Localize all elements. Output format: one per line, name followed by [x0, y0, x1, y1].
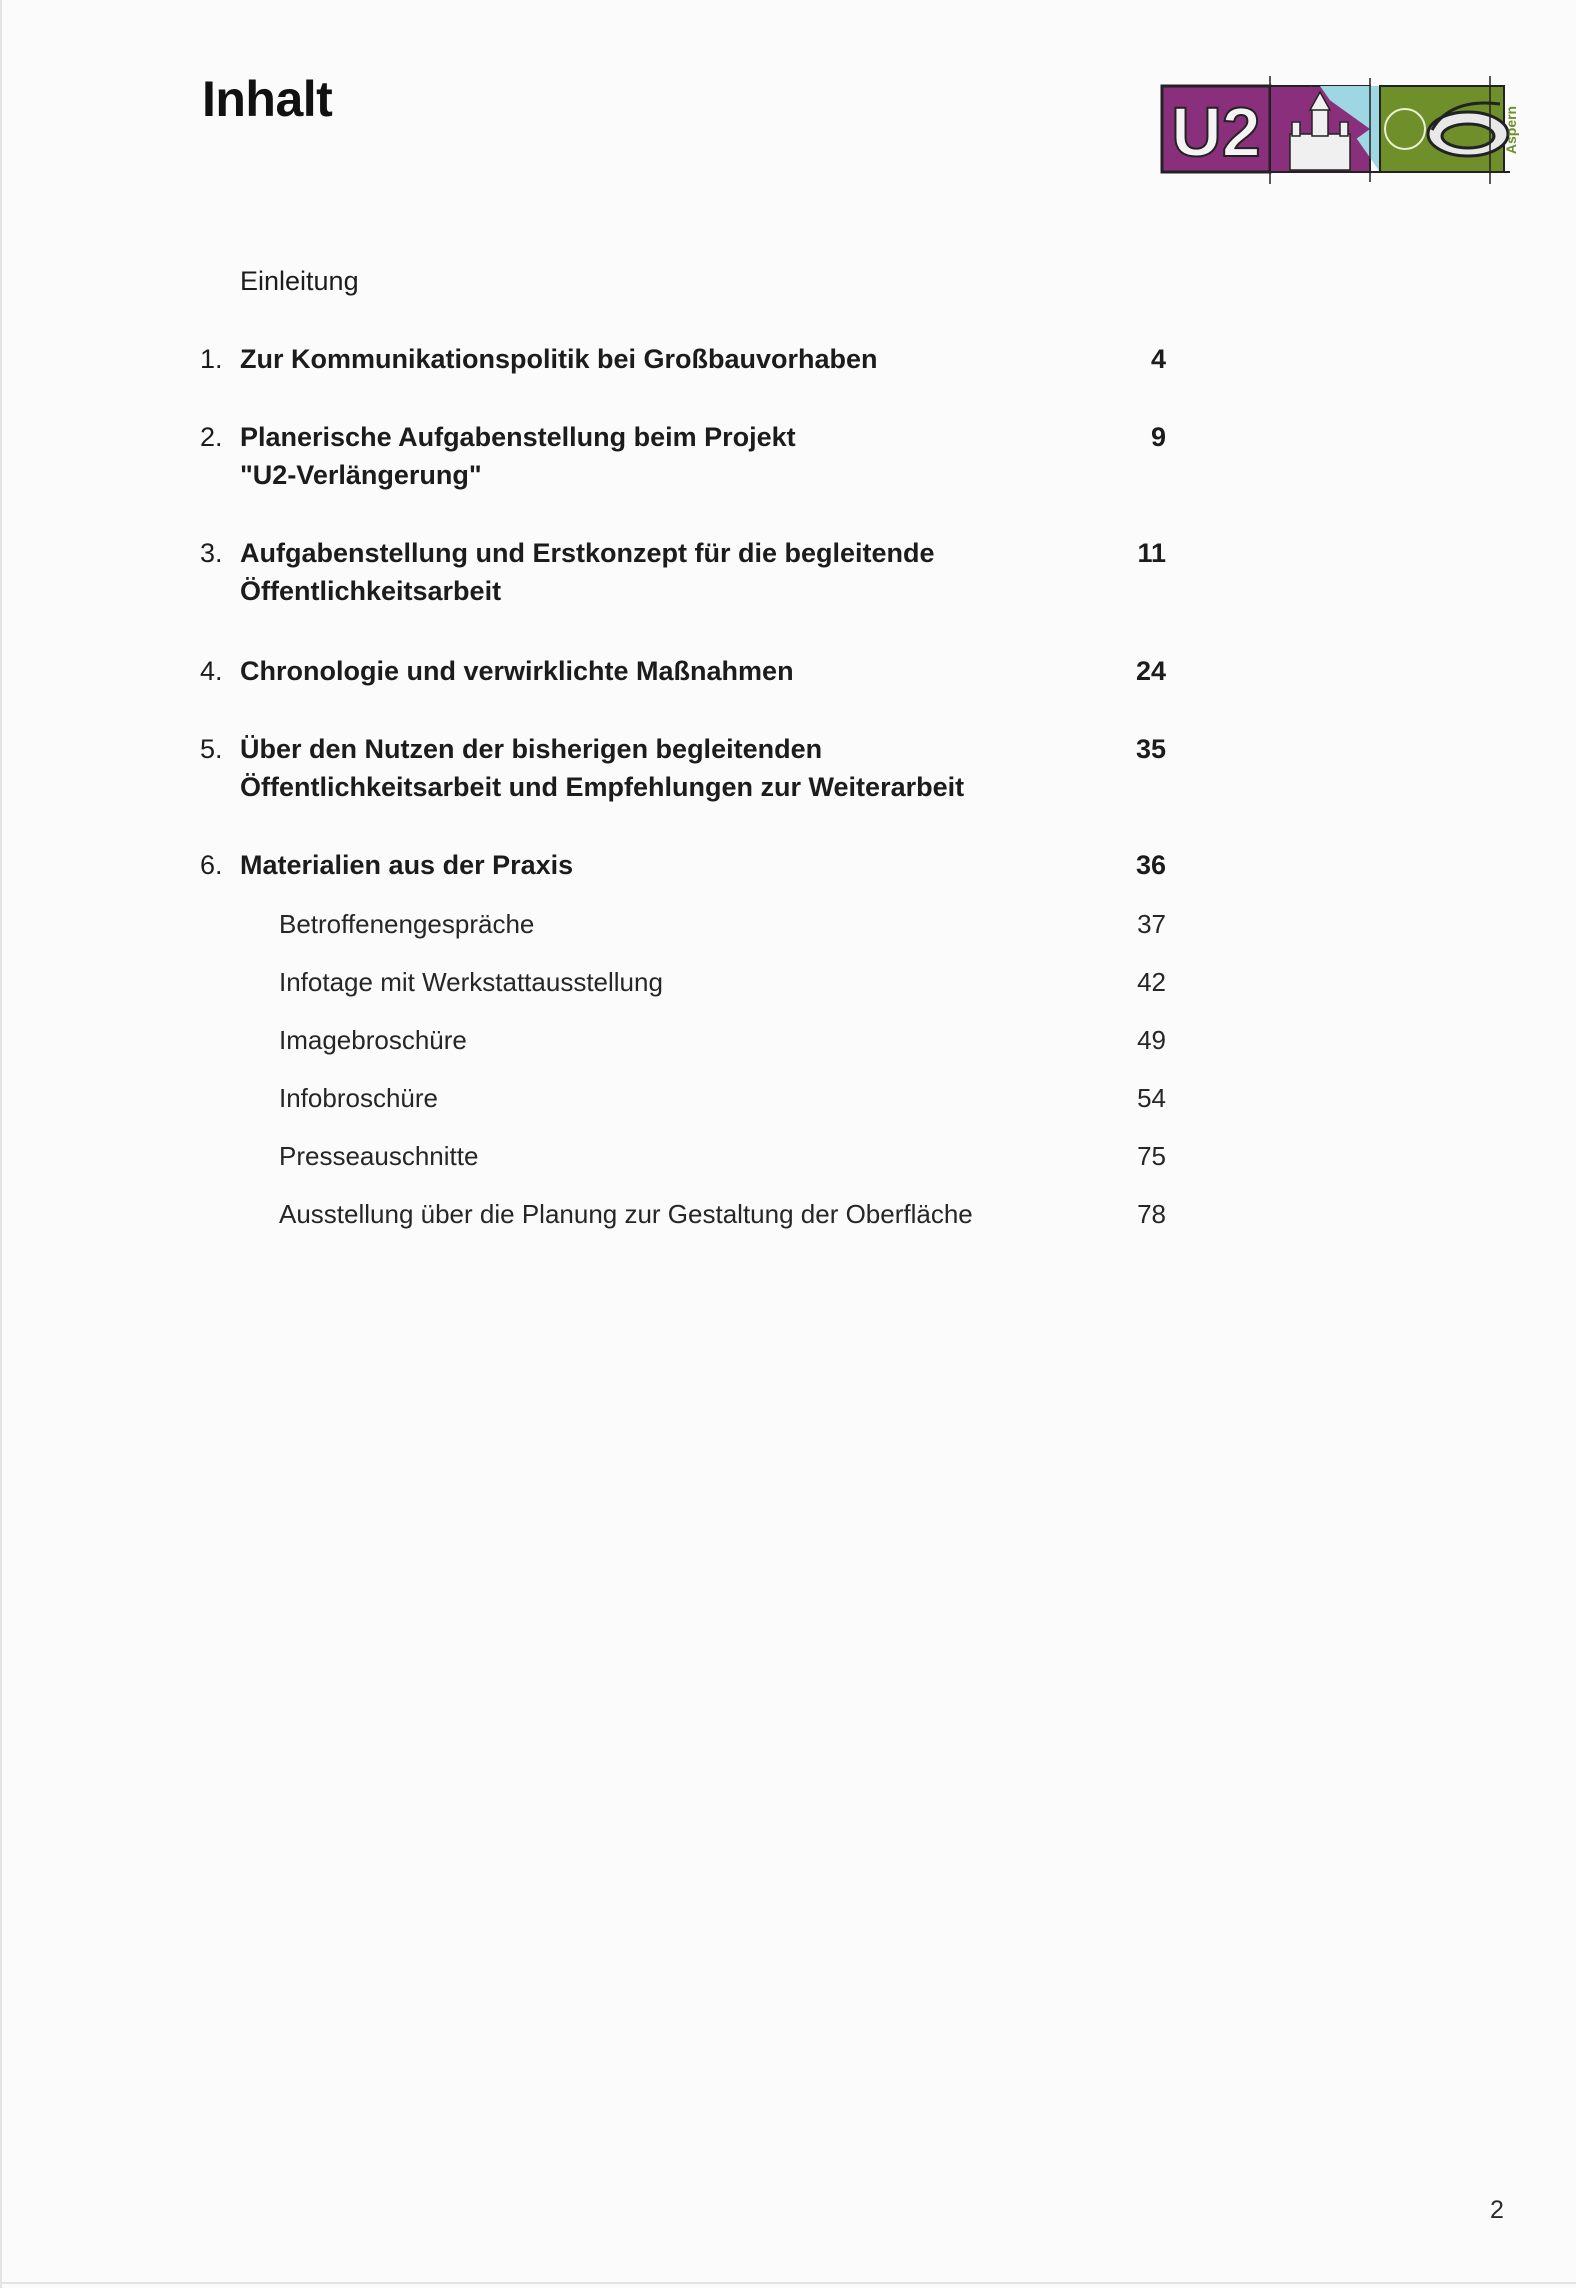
toc-page: 35 [1135, 734, 1166, 764]
toc-page: 4 [1150, 344, 1166, 374]
toc-title-line: Öffentlichkeitsarbeit [240, 576, 502, 606]
toc-subentry-page: 75 [1137, 1141, 1166, 1171]
toc-title [240, 534, 1060, 610]
toc-number: 1. [200, 344, 223, 374]
toc-number: 5. [200, 734, 223, 764]
toc-title [240, 418, 1060, 494]
toc-subentry-title: Infobroschüre [279, 1083, 438, 1113]
toc-subentry-title: Presseauschnitte [279, 1141, 479, 1171]
toc-page: 9 [1150, 422, 1166, 452]
toc-subentry-title: Ausstellung über die Planung zur Gestaltung der Oberfläche [279, 1199, 973, 1229]
toc-title [240, 730, 1060, 806]
toc-intro: Einleitung [240, 266, 359, 296]
logo-text: U2 [1171, 93, 1261, 171]
toc-title: Materialien aus der Praxis [240, 850, 574, 880]
u2-logo [1150, 74, 1522, 186]
toc-subentry-page: 37 [1137, 909, 1166, 939]
page-number: 2 [1490, 2196, 1504, 2224]
toc-subentry-page: 42 [1137, 967, 1166, 997]
toc-subentry-title: Infotage mit Werkstattausstellung [279, 967, 663, 997]
toc-subentry-title: Imagebroschüre [279, 1025, 467, 1055]
toc-subentry-page: 49 [1137, 1025, 1166, 1055]
toc-page: 36 [1135, 850, 1166, 880]
toc-subentry-page: 54 [1137, 1083, 1166, 1113]
toc-title: Chronologie und verwirklichte Maßnahmen [240, 656, 794, 686]
page-edge [0, 2282, 1576, 2284]
toc-page: 11 [1137, 538, 1166, 568]
toc-page: 24 [1135, 656, 1166, 686]
toc-title-line: Aufgabenstellung und Erstkonzept für die begleitende [240, 538, 935, 568]
toc-number: 4. [200, 656, 223, 686]
toc-number: 6. [200, 850, 223, 880]
toc-title-line: "U2-Verlängerung" [240, 460, 482, 490]
toc-title-line: Über den Nutzen der bisherigen begleitenden [240, 734, 823, 764]
toc-title-line: Planerische Aufgabenstellung beim Projekt [240, 422, 796, 452]
toc-title-line: Öffentlichkeitsarbeit und Empfehlungen zur Weiterarbeit [240, 772, 965, 802]
toc-title: Zur Kommunikationspolitik bei Großbauvorhaben [240, 344, 878, 374]
logo-side-text: Aspern [1503, 105, 1519, 155]
toc-number: 2. [200, 422, 223, 452]
toc-number: 3. [200, 538, 223, 568]
page-edge [0, 0, 2, 2288]
toc-subentry-title: Betroffenengespräche [279, 909, 535, 939]
toc-subentry-page: 78 [1137, 1199, 1166, 1229]
page-title: Inhalt [202, 71, 333, 127]
